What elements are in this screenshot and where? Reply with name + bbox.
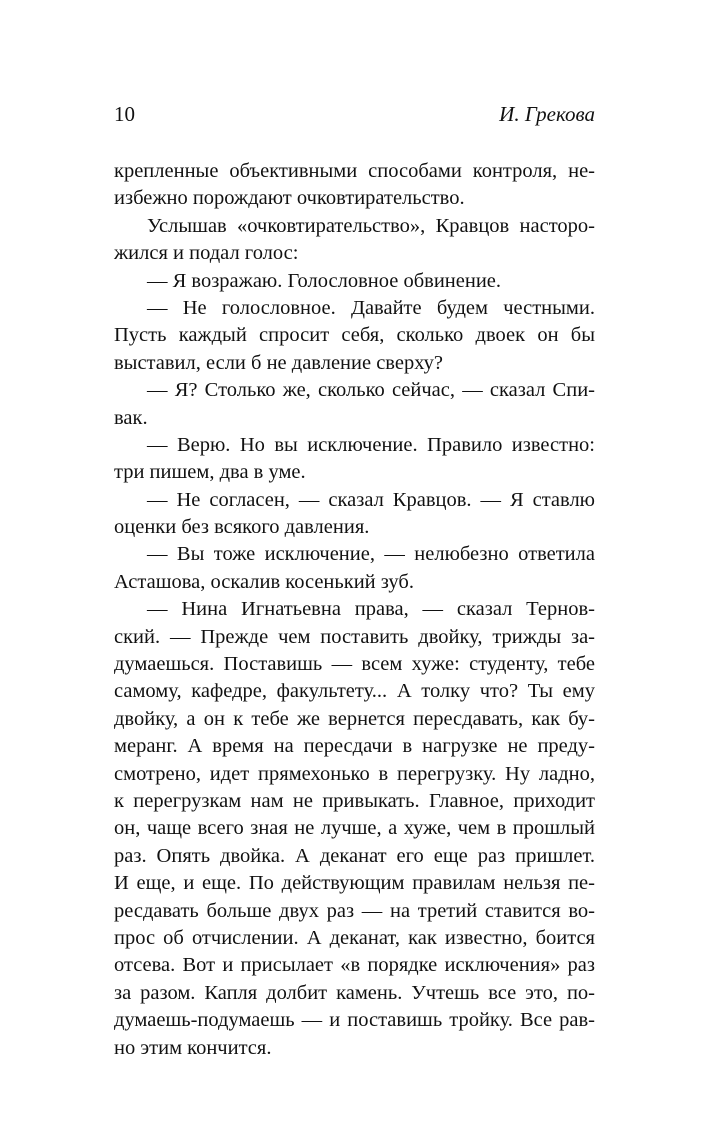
text-line: прос об отчислении. А деканат, как известно, боится	[114, 926, 595, 949]
text-line: меранг. А время на пересдачи в нагрузке не преду-	[114, 735, 595, 758]
text-line: вак.	[114, 406, 148, 429]
page-number: 10	[114, 102, 135, 126]
text-line: думаешь-подумаешь — и поставишь тройку. Все рав-	[114, 1009, 595, 1032]
text-line: И еще, и еще. По действующим правилам нельзя пе-	[114, 872, 595, 895]
text-line: к перегрузкам нам не привыкать. Главное, приходит	[114, 789, 595, 812]
text-line: жился и подал голос:	[114, 242, 299, 265]
text-line: смотрено, идет прямехонько в перегрузку. Ну ладно,	[114, 762, 595, 785]
text-line: три пишем, два в уме.	[114, 461, 306, 484]
text-line: оценки без всякого давления.	[114, 516, 370, 539]
text-line: — Нина Игнатьевна права, — сказал Тернов-	[147, 598, 595, 621]
text-line: но этим кончится.	[114, 1036, 272, 1059]
body-text	[114, 158, 595, 1062]
text-line: Услышав «очковтирательство», Кравцов насторо-	[147, 214, 595, 237]
text-line: за разом. Капля долбит камень. Учтешь все это, по-	[114, 981, 595, 1004]
text-line: — Верю. Но вы исключение. Правило известно:	[147, 433, 595, 456]
text-line: двойку, а он к тебе же вернется пересдавать, как бу-	[114, 707, 595, 730]
running-title-author: И. Грекова	[499, 102, 595, 126]
text-line: выставил, если б не давление сверху?	[114, 351, 444, 374]
text-line: ресдавать больше двух раз — на третий ставится во-	[114, 899, 595, 922]
text-line: самому, кафедре, факультету... А толку что? Ты ему	[114, 680, 595, 703]
running-head	[114, 99, 595, 129]
text-line: ский. — Прежде чем поставить двойку, трижды за-	[114, 625, 595, 648]
text-line: Пусть каждый спросит себя, сколько двоек он бы	[114, 324, 595, 347]
text-line: отсева. Вот и присылает «в порядке исключения» раз	[114, 954, 595, 977]
text-line: раз. Опять двойка. А деканат его еще раз пришлет.	[114, 844, 595, 867]
text-line: крепленные объективными способами контроля, не-	[114, 160, 595, 182]
text-line: избежно порождают очковтирательство.	[114, 187, 465, 210]
text-line: — Я возражаю. Голословное обвинение.	[147, 269, 502, 292]
text-line: — Не голословное. Давайте будем честными.	[147, 296, 595, 319]
text-line: он, чаще всего зная не лучше, а хуже, чем в прошлый	[114, 817, 595, 840]
text-line: — Вы тоже исключение, — нелюбезно ответила	[147, 543, 595, 566]
text-line: — Я? Столько же, сколько сейчас, — сказал Спи-	[147, 379, 595, 402]
text-line: — Не согласен, — сказал Кравцов. — Я ставлю	[147, 488, 595, 511]
text-line: думаешься. Поставишь — всем хуже: студенту, тебе	[114, 653, 595, 676]
text-line: Асташова, оскалив косенький зуб.	[114, 570, 414, 593]
